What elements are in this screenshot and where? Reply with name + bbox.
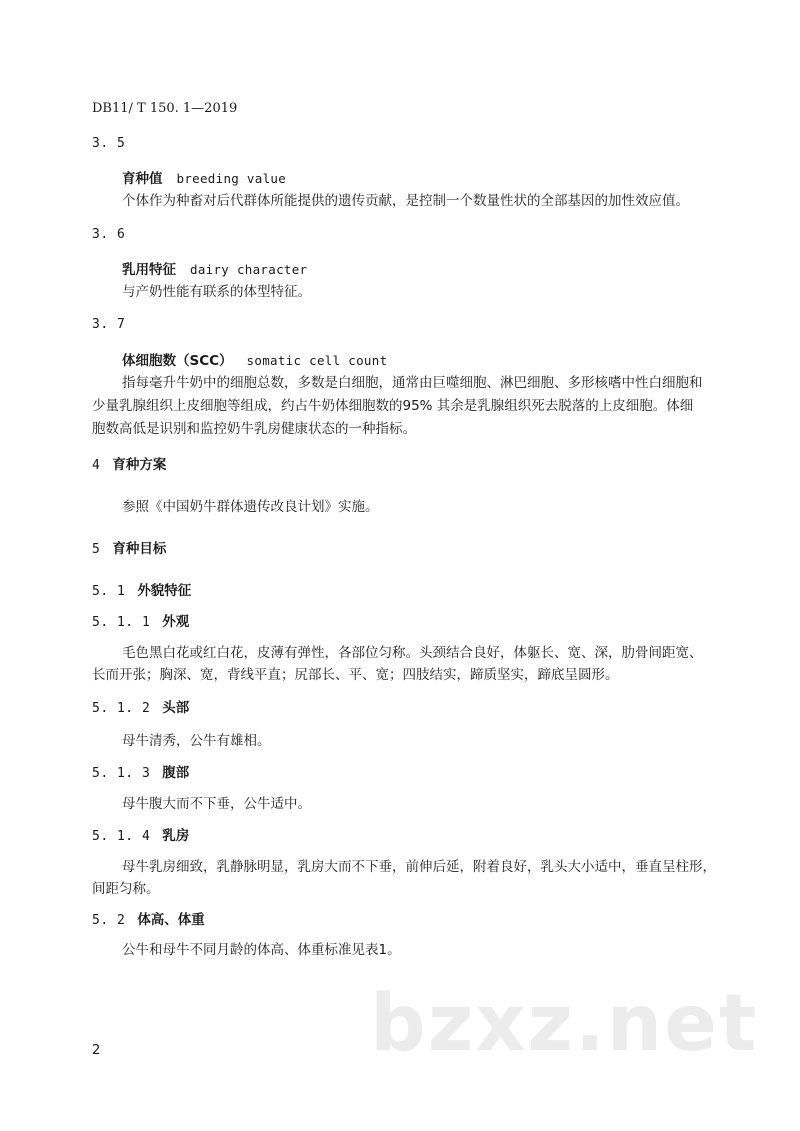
term-3-5	[122, 171, 286, 187]
term-en: somatic cell count	[246, 353, 388, 368]
section-5-2-heading	[92, 912, 205, 929]
section-number: 4	[92, 458, 101, 473]
section-number: 5. 1	[92, 584, 126, 599]
section-5-1-4-line-1: 母牛乳房细致，乳静脉明显，乳房大而不下垂，前伸后延，附着良好，乳头大小适中，垂直呈柱形，	[122, 859, 716, 875]
section-title: 育种目标	[112, 541, 167, 557]
page-number: 2	[92, 1043, 101, 1058]
term-cn: 育种值	[122, 171, 163, 187]
section-4-body: 参照《中国奶牛群体遗传改良计划》实施。	[122, 499, 379, 515]
section-title: 体高、体重	[137, 912, 205, 928]
section-number: 5. 2	[92, 913, 126, 928]
section-4-heading	[92, 457, 166, 474]
term-3-7	[122, 353, 387, 369]
section-title: 外貌特征	[137, 583, 192, 599]
section-5-1-heading	[92, 583, 191, 600]
section-title: 育种方案	[112, 457, 167, 473]
section-number: 5. 1. 2	[92, 701, 151, 716]
section-number: 5. 1. 4	[92, 829, 151, 844]
section-5-1-3-heading	[92, 765, 189, 782]
section-title: 乳房	[162, 828, 190, 844]
term-cn: 乳用特征	[122, 262, 176, 278]
section-5-1-4-line-2: 间距匀称。	[92, 881, 160, 897]
section-5-1-2-body: 母牛清秀，公牛有雄相。	[122, 733, 271, 749]
section-5-2-body: 公牛和母牛不同月龄的体高、体重标准见表1。	[122, 942, 401, 958]
definition-3-5: 个体作为种畜对后代群体所能提供的遗传贡献，是控制一个数量性状的全部基因的加性效应值。	[122, 193, 689, 209]
section-5-1-2-heading	[92, 700, 189, 717]
term-en: dairy character	[190, 262, 308, 277]
section-5-heading	[92, 541, 166, 558]
section-number: 5. 1. 3	[92, 766, 151, 781]
clause-number-3-6: 3. 6	[92, 227, 126, 242]
section-5-1-4-heading	[92, 828, 189, 845]
section-5-1-1-line-1: 毛色黑白花或红白花，皮薄有弹性，各部位匀称。头颈结合良好，体躯长、宽、深，肋骨间距宽、	[122, 645, 703, 661]
term-3-6	[122, 262, 307, 278]
section-5-1-1-heading	[92, 614, 189, 631]
section-number: 5	[92, 542, 101, 557]
term-cn: 体细胞数（SCC）	[122, 353, 233, 369]
definition-3-6: 与产奶性能有联系的体型特征。	[122, 284, 311, 300]
section-title: 腹部	[162, 765, 190, 781]
section-5-1-1-line-2: 长而开张；胸深、宽，背线平直；尻部长、平、宽；四肢结实，蹄质坚实，蹄底呈圆形。	[92, 667, 619, 683]
document-id: DB11/ T 150. 1—2019	[92, 101, 238, 116]
section-5-1-3-body: 母牛腹大而不下垂，公牛适中。	[122, 796, 311, 812]
watermark: bzxz.net	[370, 979, 759, 1069]
section-title: 外观	[162, 614, 190, 630]
term-en: breeding value	[176, 171, 287, 186]
section-title: 头部	[162, 700, 190, 716]
definition-3-7-line-2: 少量乳腺组织上皮细胞等组成，约占牛奶体细胞数的95% 其余是乳腺组织死去脱落的上皮细胞。体细	[92, 398, 694, 414]
clause-number-3-5: 3. 5	[92, 136, 126, 151]
clause-number-3-7: 3. 7	[92, 317, 126, 332]
definition-3-7-line-1: 指每毫升牛奶中的细胞总数，多数是白细胞，通常由巨噬细胞、淋巴细胞、多形核嗜中性白细胞和	[122, 375, 703, 391]
section-number: 5. 1. 1	[92, 615, 151, 630]
definition-3-7-line-3: 胞数高低是识别和监控奶牛乳房健康状态的一种指标。	[92, 421, 416, 437]
